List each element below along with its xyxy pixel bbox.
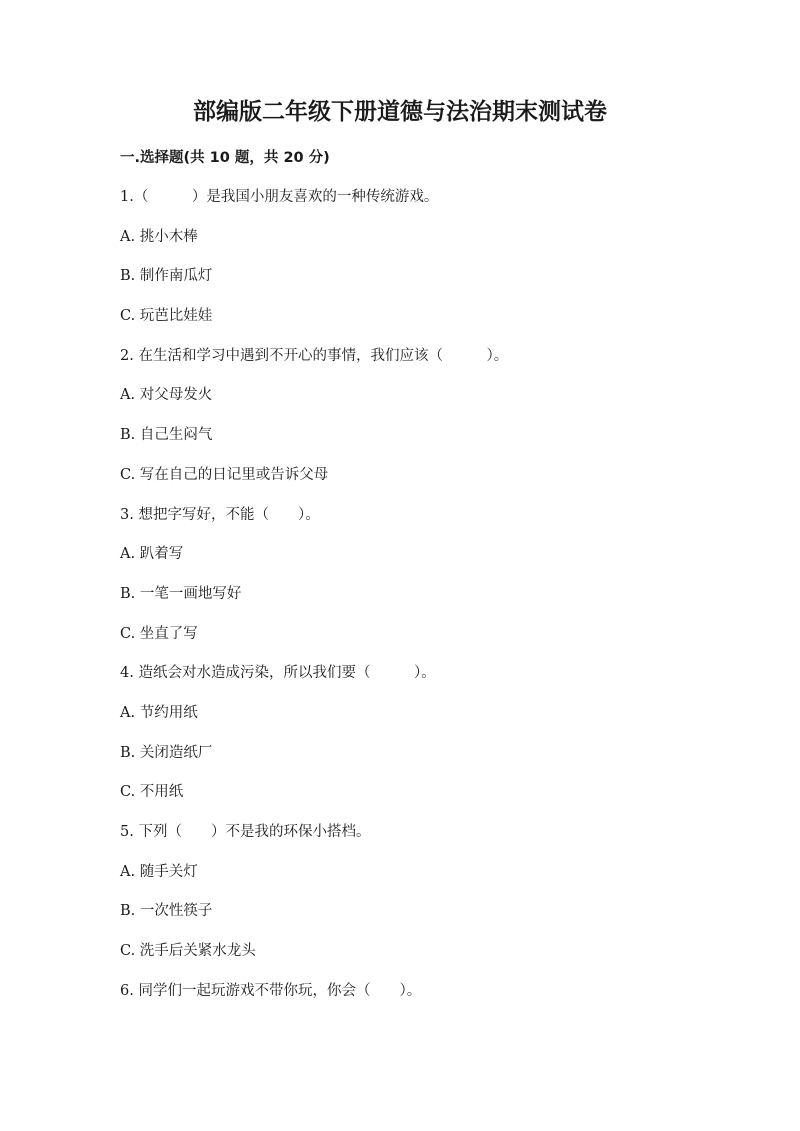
question-4-option-c: C. 不用纸 (120, 784, 184, 801)
question-stem-4: 4. 造纸会对水造成污染，所以我们要（ ）。 (120, 665, 436, 682)
question-stem-6: 6. 同学们一起玩游戏不带你玩，你会（ ）。 (120, 982, 422, 999)
question-3-option-a: A. 趴着写 (120, 546, 184, 563)
question-2-option-a: A. 对父母发火 (120, 387, 213, 404)
question-4-option-a: A. 节约用纸 (120, 704, 198, 721)
question-list (120, 185, 720, 1018)
question-stem-5: 5. 下列（ ）不是我的环保小搭档。 (120, 824, 371, 840)
question-5-option-c: C. 洗手后关紧水龙头 (120, 943, 256, 960)
page-title: 部编版二年级下册道德与法治期末测试卷 (193, 99, 607, 125)
question-stem-1: 1.（ ）是我国小朋友喜欢的一种传统游戏。 (120, 189, 439, 205)
question-1-option-c: C. 玩芭比娃娃 (120, 308, 213, 325)
question-5-option-b: B. 一次性筷子 (120, 903, 213, 920)
question-1-option-a: A. 挑小木棒 (120, 228, 198, 245)
question-1-option-b: B. 制作南瓜灯 (120, 268, 213, 285)
question-stem-3: 3. 想把字写好，不能（ ）。 (120, 506, 320, 523)
question-2-option-b: B. 自己生闷气 (120, 427, 213, 444)
question-stem-2: 2. 在生活和学习中遇到不开心的事情，我们应该（ ）。 (120, 347, 509, 364)
section-heading: 一.选择题(共 10 题，共 20 分) (120, 150, 330, 166)
question-3-option-b: B. 一笔一画地写好 (120, 585, 242, 602)
question-5-option-a: A. 随手关灯 (120, 863, 198, 880)
question-3-option-c: C. 坐直了写 (120, 625, 198, 642)
question-2-option-c: C. 写在自己的日记里或告诉父母 (120, 466, 329, 483)
question-4-option-b: B. 关闭造纸厂 (120, 744, 213, 761)
